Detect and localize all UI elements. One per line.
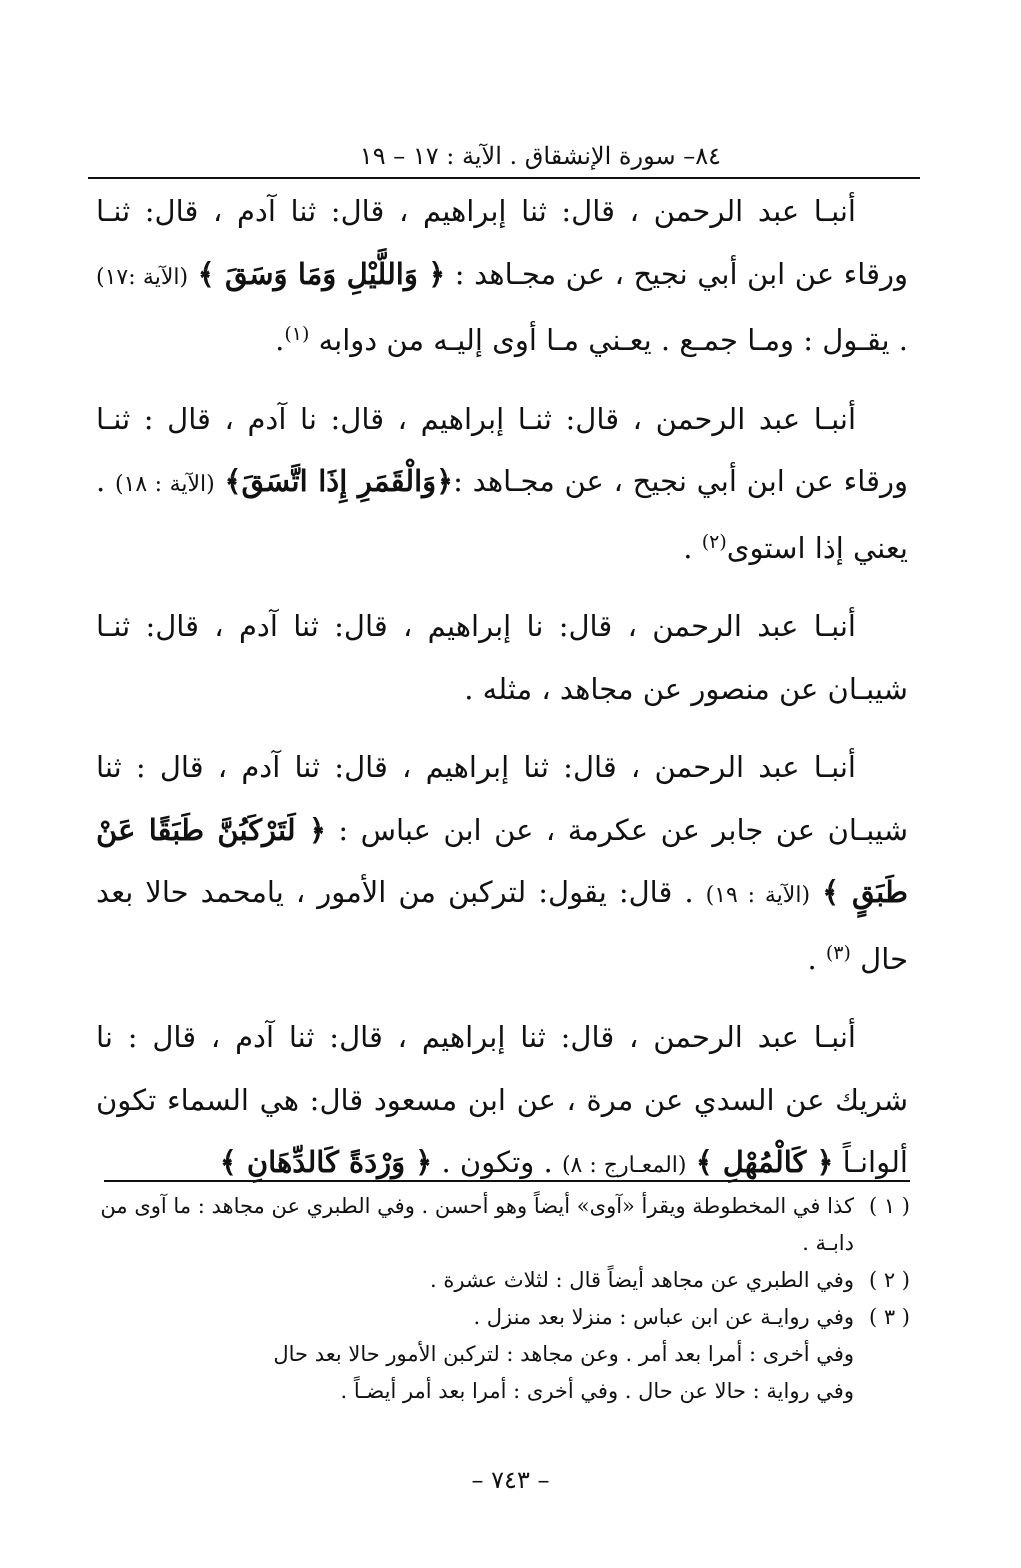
verse-5b: ﴿ وَرْدَةً كَالدِّهَانِ ﴾: [219, 1145, 433, 1179]
paragraph-4: [96, 736, 908, 990]
footnote-3-line-2: وفي أخرى : أمرا بعد أمر . وعن مجاهد : لتركبن الأمور حالا بعد حال: [273, 1342, 854, 1366]
paragraph-3-text: أنبـا عبد الرحمن ، قال: نا إبراهيم ، قال: ثنا آدم ، قال: ثنـا شيبـان عن منصور عن مجاهد ، مثله .: [96, 609, 908, 706]
verse-2-reference: (الآية : ١٨): [114, 472, 215, 497]
main-text: [96, 180, 908, 1214]
verse-4: ﴿ لَتَرْكَبُنَّ طَبَقًا عَنْ طَبَقٍ ﴾: [96, 812, 909, 909]
header-rule: [88, 177, 920, 179]
footnote-3-line-3: وفي رواية : حالا عن حال . وفي أخرى : أمرا بعد أمر أيضـاً .: [340, 1379, 854, 1403]
paragraph-1: [96, 180, 908, 372]
paragraph-5: [96, 1006, 908, 1198]
paragraph-1-end: .: [275, 323, 285, 357]
paragraph-2-text: أنبـا عبد الرحمن ، قال: ثنـا إبراهيم ، قال: نا آدم ، قال : ثنـا ورقاء عن ابن أبي نجيح ، عن مجـاهد :: [96, 401, 908, 498]
footnote-2: [92, 1262, 910, 1299]
footnote-text-1: كذا في المخطوطة ويقرأ «آوى» أيضاً وهو أحسن . وفي الطبري عن مجاهد : ما آوى من دابـة .: [100, 1194, 854, 1255]
footnote-number-3: ( ٣ ): [868, 1305, 910, 1329]
paragraph-2: [96, 388, 908, 580]
footnote-rule: [104, 1180, 910, 1182]
paragraph-1-continuation: . يقـول : ومـا جمـع . يعـني مـا أوى إليـه من دوابه: [318, 323, 908, 357]
verse-1-reference: (الآية :١٧): [96, 264, 189, 290]
verse-4-reference: (الآية : ١٩): [705, 883, 811, 908]
footnote-text-3: وفي روايـة عن ابن عباس : منزلا بعد منزل .: [473, 1305, 854, 1329]
verse-5a-reference: (المعـارج : ٨): [561, 1153, 687, 1178]
paragraph-5-continuation: . وتكون .: [432, 1145, 562, 1179]
paragraph-3: [96, 595, 908, 720]
verse-5a: ﴿ كَالْمُهْلِ ﴾: [695, 1145, 834, 1179]
paragraph-1-text: أنبـا عبد الرحمن ، قال: ثنا إبراهيم ، قال: ثنا آدم ، قال: ثنـا ورقاء عن ابن أبي نجيح ، عن مجـاهد :: [96, 194, 908, 291]
footnote-marker-1[interactable]: (١): [284, 323, 310, 345]
footnote-number-1: ( ١ ): [868, 1194, 910, 1218]
verse-1: ﴿ وَاللَّيْلِ وَمَا وَسَقَ ﴾: [197, 256, 446, 291]
footnotes: [92, 1188, 910, 1410]
paragraph-2-continuation: . يعني إذا استوى: [96, 464, 908, 565]
footnote-3: [92, 1299, 910, 1336]
footnote-marker-3[interactable]: (٣): [825, 941, 851, 964]
verse-2: ﴿وَالْقَمَرِ إِذَا اتَّسَقَ﴾: [224, 464, 454, 498]
footnote-marker-2[interactable]: (٢): [701, 530, 727, 553]
running-head: ٨٤– سورة الإنشقاق . الآية : ١٧ – ١٩: [359, 142, 721, 170]
footnote-text-2: وفي الطبري عن مجاهد أيضاً قال : لثلاث عشرة .: [429, 1268, 854, 1292]
footnote-1: [92, 1188, 910, 1262]
paragraph-2-end: .: [683, 530, 702, 565]
footnote-number-2: ( ٢ ): [868, 1268, 910, 1292]
page-number: – ٧٤٣ –: [471, 1466, 550, 1494]
paragraph-4-text: أنبـا عبد الرحمن ، قال: ثنا إبراهيم ، قال: ثنا آدم ، قال : ثنا شيبـان عن جابر عن عكرمة ، عن ابن عباس :: [96, 750, 908, 847]
paragraph-4-end: .: [807, 941, 826, 976]
paragraph-5-text: أنبـا عبد الرحمن ، قال: ثنا إبراهيم ، قال: ثنا آدم ، قال : نا شريك عن السدي عن مرة ، عن ابن مسعود قال: هي السماء تكون ألوانـاً: [96, 1020, 908, 1179]
paragraph-4-continuation: . قال: يقول: لتركبن من الأمور ، يامحمد حالا بعد حال: [96, 875, 908, 976]
